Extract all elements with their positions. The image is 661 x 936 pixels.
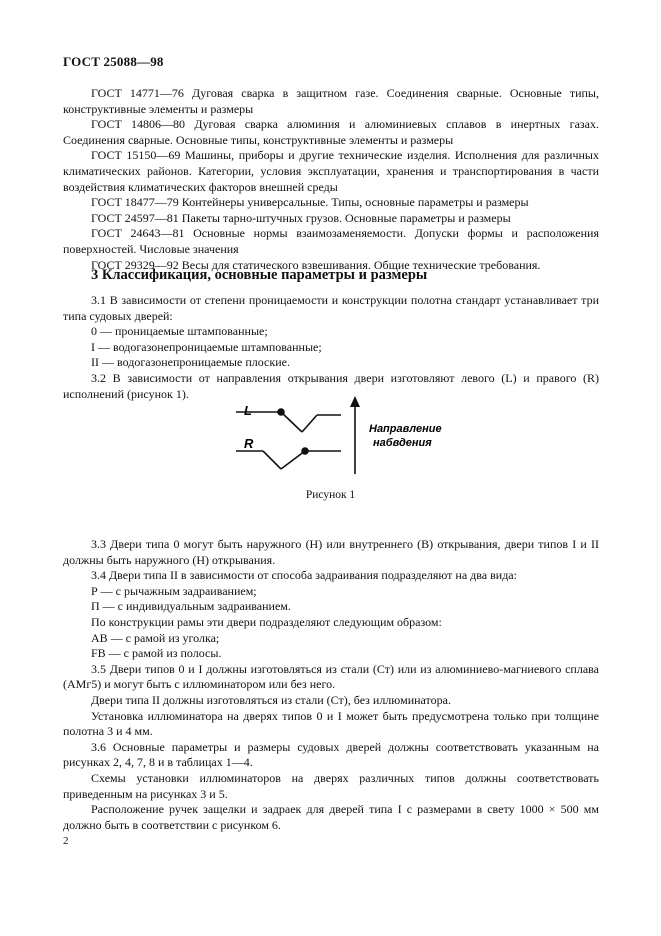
reference-item: ГОСТ 29329—92 Весы для статического взвешивания. Общие технические требования.	[91, 257, 541, 272]
reference-item: ГОСТ 24643—81 Основные нормы взаимозаменяемости. Допуски формы и расположения поверхностей. Числовые значения	[63, 226, 599, 256]
references-list	[63, 86, 599, 273]
right-door-leaf	[281, 451, 305, 469]
reference-item: ГОСТ 14771—76 Дуговая сварка в защитном газе. Соединения сварные. Основные типы, конструктивные элементы и размеры	[63, 86, 599, 116]
body-paragraph: 3.4 Двери типа II в зависимости от способа задраивания подразделяют на два вида:	[91, 568, 517, 583]
label-left: L	[244, 403, 252, 418]
body-paragraph: 3.5 Двери типов 0 и I должны изготовляться из стали (Ст) или из алюминиево-магниевого сплава (АМг5) и могут быть с иллюминатором или без него.	[63, 661, 599, 692]
door-type-item: II — водогазонепроницаемые плоские.	[91, 355, 290, 370]
left-door-leaf	[281, 412, 302, 432]
classification-block	[63, 293, 599, 402]
body-paragraph: 3.3 Двери типа 0 могут быть наружного (Н) или внутреннего (В) открывания, двери типов I и II должны быть наружного (Н) открывания.	[63, 537, 599, 567]
door-type-item: 0 — проницаемые штампованные;	[91, 324, 268, 339]
door-type-item: I — водогазонепроницаемые штампованные;	[91, 339, 322, 354]
body-paragraph: 3.6 Основные параметры и размеры судовых дверей должны соответствовать указанным на рисунках 2, 4, 7, 8 и в таблицах 1—4.	[63, 739, 599, 770]
body-paragraph: По конструкции рамы эти двери подразделяют следующим образом:	[91, 614, 442, 629]
body-paragraph: Двери типа II должны изготовляться из стали (Ст), без иллюминатора.	[91, 692, 451, 707]
body-paragraph: FB — с рамой из полосы.	[91, 646, 222, 661]
reference-item: ГОСТ 18477—79 Контейнеры универсальные. Типы, основные параметры и размеры	[91, 195, 529, 210]
body-paragraph: АВ — с рамой из уголка;	[91, 630, 220, 645]
reference-item: ГОСТ 15150—69 Машины, приборы и другие технические изделия. Исполнения для различных климатических районов. Категории, условия эксплуатации, хранения и транспортирования в части воздействия климатических факторов внешней среды	[63, 148, 599, 194]
paragraph-3-2: 3.2 В зависимости от направления открывания двери изготовляют левого (L) и правого (R) исполнений (рисунок 1).	[63, 370, 599, 401]
label-right: R	[244, 436, 254, 451]
body-paragraph: Установка иллюминатора на дверях типов 0 и I может быть предусмотрена только при толщине полотна 3 и 4 мм.	[63, 708, 599, 739]
standard-header: ГОСТ 25088—98	[63, 54, 164, 69]
left-door-hinge	[277, 408, 285, 416]
right-door-hinge	[301, 447, 309, 455]
section-title: 3 Классификация, основные параметры и размеры	[91, 267, 428, 283]
page-number: 2	[63, 835, 69, 847]
direction-label-line2: набвдения	[373, 437, 432, 449]
body-paragraph: Схемы установки иллюминаторов на дверях различных типов должны соответствовать приведенным на рисунках 3 и 5.	[63, 770, 599, 801]
reference-item: ГОСТ 14806—80 Дуговая сварка алюминия и алюминиевых сплавов в инертных газах. Соединения сварные. Основные типы, конструктивные элементы и размеры	[63, 117, 599, 147]
right-door-return	[263, 451, 281, 469]
left-door-return	[302, 415, 317, 432]
body-paragraph: Расположение ручек защелки и задраек для дверей типа I с размерами в свету 1000 × 500 мм должно быть в соответствии с рисунком 6.	[63, 802, 599, 832]
figure-caption: Рисунок 1	[305, 489, 356, 501]
direction-label-line1: Направление	[369, 423, 442, 435]
body-paragraph: Р — с рычажным задраиванием;	[91, 583, 257, 598]
reference-item: ГОСТ 24597—81 Пакеты тарно-штучных грузов. Основные параметры и размеры	[91, 210, 511, 225]
parameters-block	[63, 537, 599, 833]
body-paragraph: П — с индивидуальным задраиванием.	[91, 599, 291, 614]
paragraph-3-1: 3.1 В зависимости от степени проницаемости и конструкции полотна стандарт устанавливает три типа судовых дверей:	[63, 293, 599, 323]
